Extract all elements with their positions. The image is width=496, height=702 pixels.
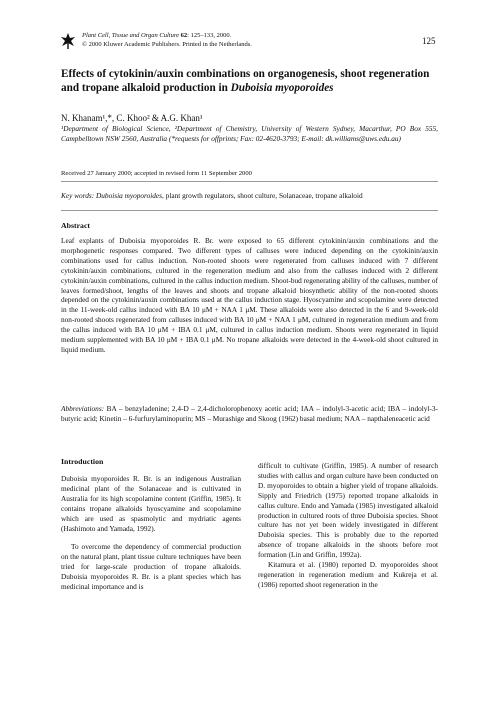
intro-paragraph-1: Duboisia myoporoides R. Br. is an indigenous Australian medicinal plant of the Solanaceae and is cultivated in Australia for its high scopolamine content (Griffin, 1985). It contains tropane alkaloids hyoscyamine and scopolamine which are used as spasmolytic and mydriatic agents (Hashimoto and Yamada, 1992).: [61, 474, 241, 533]
abstract-text: Leaf explants of Duboisia myoporoides R. Br. were exposed to 65 different cytokinin/auxin combinations and the morphogenetic responses compared. Two different types of calluses were induced depending on the cytokinin/auxin combinations used for callus induction. Non-rooted shoots were regenerated from calluses induced with 7 different cytokinin/auxin combinations, cultured in the regeneration medium and also from the calluses induced with 2 different cytokinin/auxin combinations, cultured in the callus induction medium. Shoot-bud regenerating ability of the calluses, number of leaves formed/shoot, lengths of the leaves and shoots and tropane alkaloid biosynthetic ability of the non-rooted shoots depended on the cytokinin/auxin combinations used at the callus induction stage. Hyoscyamine and scopolamine were detected in the 11-week-old callus induced with BA 10 μM + NAA 1 μM. These alkaloids were also detected in the 6 and 9-week-old non-rooted shoots regenerated from calluses induced with BA 10 μM + NAA 1 μM, cultured in regeneration medium and from the callus induced with BA 10 μM + IBA 0.1 μM, cultured in callus induction medium. Shoots were regenerated in liquid medium supplemented with BA 10 μM + IBA 0.1 μM. No tropane alkaloids were detected in the 4-week-old shoot cultured in liquid medium.: [61, 236, 438, 354]
abstract-heading: Abstract: [61, 221, 91, 230]
intro-paragraph-2: To overcome the dependency of commercial production on the natural plant, plant tissue culture techniques have been tried for large-scale production of tropane alkaloids. Duboisia myoporoides R. Br. is a plant species which has medicinal importance and is: [61, 542, 241, 592]
introduction-heading: Introduction: [61, 457, 104, 466]
keywords-species: Duboisia myoporoides: [96, 191, 163, 200]
column-left: [61, 474, 241, 592]
abbreviations: [61, 404, 438, 424]
journal-name: Plant Cell, Tissue and Organ Culture: [82, 32, 180, 39]
abbreviations-label: Abbreviations:: [61, 404, 105, 413]
publisher-logo-icon: [60, 32, 76, 50]
divider-top: [61, 181, 438, 182]
intro-paragraph-3: difficult to cultivate (Griffin, 1985). A number of research studies with callus and organ culture have been conducted on D. myoporoides to obtain a higher yield of tropane alkaloids. Sipply and Friedrich (1975) reported tropane alkaloids in callus culture. Endo and Yamada (1985) investigated alkaloid production in cultured roots of three Duboisia species. Shoot culture has not yet been widely investigated in different Duboisia species. This is probably due to the reported absence of tropane alkaloids in the shoots before root formation (Lin and Griffin, 1992a).: [258, 461, 438, 560]
affiliation: ¹Department of Biological Science, ²Department of Chemistry, University of Western Sydney, Macarthur, PO Box 555, Campbelltown NSW 2560, Australia (*requests for offprints; Fax: 02-4620-3793; E-mail: dk.williams@uws.edu.au): [61, 124, 438, 143]
keywords-label: Key words:: [61, 191, 95, 200]
title-main: Effects of cytokinin/auxin combinations on organogenesis, shoot regeneration and tropane alkaloid production in: [61, 68, 430, 94]
abbreviations-text: BA – benzyladenine; 2,4-D – 2,4-dicholorophenoxy acetic acid; IAA – indolyl-3-acetic acid; IBA – indolyl-3-butyric acid; Kinetin – 6-furfurylaminopurin; MS – Murashige and Skoog (1962) basal medium; NAA – napthaleneacetic acid: [61, 404, 438, 423]
title-species: Duboisia myoporoides: [230, 82, 334, 94]
divider-keywords: [61, 210, 438, 211]
page-number: 125: [422, 36, 436, 46]
intro-paragraph-4: Kitamura et al. (1980) reported D. myoporoides shoot regeneration in regeneration medium and Kukreja et al. (1986) reported shoot regeneration in the: [258, 560, 438, 589]
journal-pages: : 125–133, 2000.: [187, 32, 232, 39]
keywords: [61, 191, 438, 200]
column-right: [258, 461, 438, 590]
journal-header: [82, 32, 252, 49]
copyright-line: © 2000 Kluwer Academic Publishers. Printed in the Netherlands.: [82, 40, 252, 48]
journal-volume: 62: [180, 32, 188, 39]
keywords-rest: , plant growth regulators, shoot culture, Solanaceae, tropane alkaloid: [162, 191, 363, 200]
article-title: [61, 67, 441, 95]
received-dates: Received 27 January 2000; accepted in revised form 11 September 2000: [61, 170, 252, 177]
authors: N. Khanam¹,*, C. Khoo² & A.G. Khan¹: [61, 113, 203, 123]
